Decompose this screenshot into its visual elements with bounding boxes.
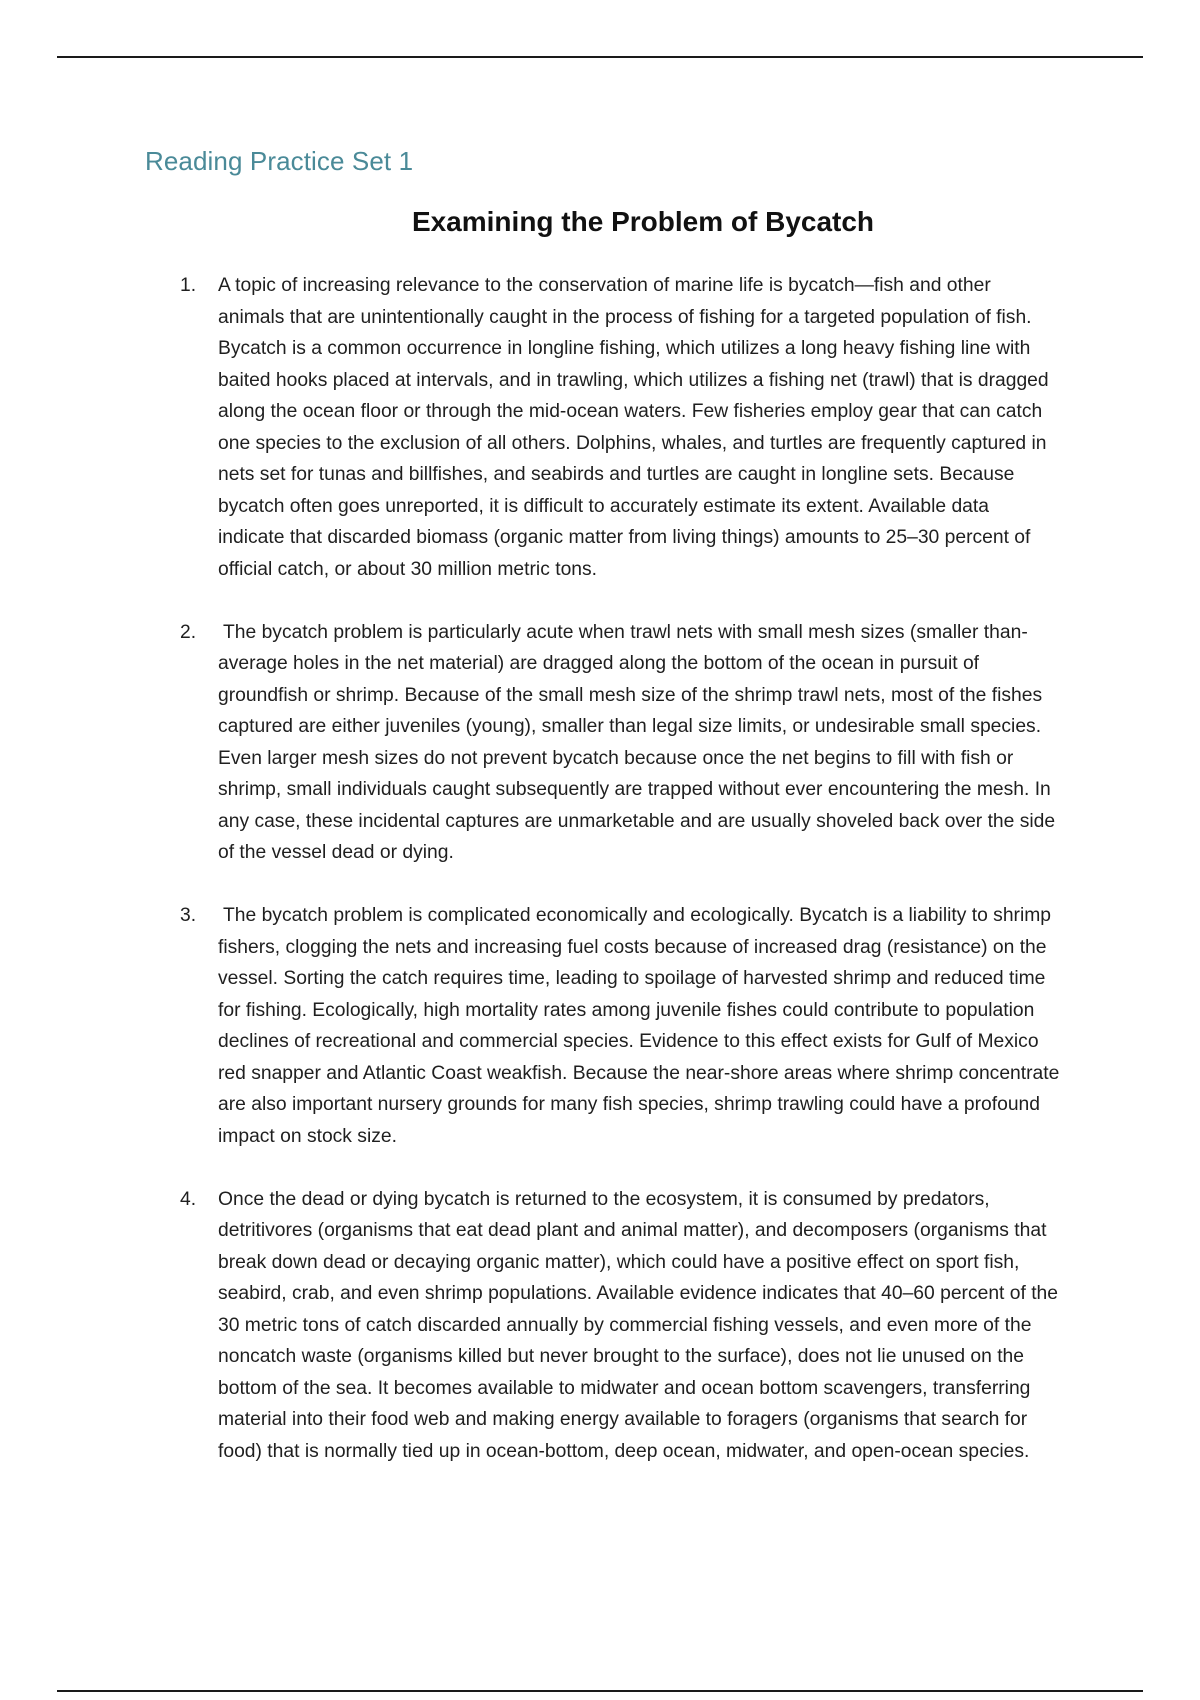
- paragraph-text: Once the dead or dying bycatch is returned to the ecosystem, it is consumed by predators, detritivores (organisms that eat dead plant and animal matter), and decomposers (organisms that break down dead or decaying organic matter), which could have a positive effect on sport fish, seabird, crab, and even shrimp populations. Available evidence indicates that 40–60 percent of the 30 metric tons of catch discarded annually by commercial fishing vessels, and even more of the noncatch waste (organisms killed but never brought to the surface), does not lie unused on the bottom of the sea. It becomes available to midwater and ocean bottom scavengers, transferring material into their food web and making energy available to foragers (organisms that search for food) that is normally tied up in ocean-bottom, deep ocean, midwater, and open-ocean species.: [218, 1188, 1059, 1462]
- paragraph-1: [180, 270, 1060, 585]
- document-title: Examining the Problem of Bycatch: [411, 206, 875, 237]
- footer-rule: [57, 1690, 1143, 1692]
- paragraph-number: 2.: [180, 621, 197, 643]
- header-rule: [57, 56, 1143, 58]
- paragraph-4: [180, 1184, 1060, 1468]
- paragraph-number: 1.: [180, 275, 197, 296]
- paragraph-2: [180, 617, 1060, 869]
- paragraph-number: 3.: [180, 905, 197, 926]
- section-label: Reading Practice Set 1: [145, 146, 414, 176]
- paragraph-text: A topic of increasing relevance to the conservation of marine life is bycatch—fish and other animals that are unintentionally caught in the process of fishing for a targeted population of fish. Bycatch is a common occurrence in longline fishing, which utilizes a long heavy fishing line with baited hooks placed at intervals, and in trawling, which utilizes a fishing net (trawl) that is dragged along the ocean floor or through the mid-ocean waters. Few fisheries employ gear that can catch one species to the exclusion of all others. Dolphins, whales, and turtles are frequently captured in nets set for tunas and billfishes, and seabirds and turtles are caught in longline sets. Because bycatch often goes unreported, it is difficult to accurately estimate its extent. Available data indicate that discarded biomass (organic matter from living things) amounts to 25–30 percent of official catch, or about 30 million metric tons.: [218, 275, 1049, 580]
- paragraph-number: 4.: [180, 1188, 197, 1210]
- paragraph-text: The bycatch problem is complicated economically and ecologically. Bycatch is a liability to shrimp fishers, clogging the nets and increasing fuel costs because of increased drag (resistance) on the vessel. Sorting the catch requires time, leading to spoilage of harvested shrimp and reduced time for fishing. Ecologically, high mortality rates among juvenile fishes could contribute to population declines of recreational and commercial species. Evidence to this effect exists for Gulf of Mexico red snapper and Atlantic Coast weakfish. Because the near-shore areas where shrimp concentrate are also important nursery grounds for many fish species, shrimp trawling could have a profound impact on stock size.: [218, 905, 1060, 1147]
- paragraph-3: [180, 900, 1060, 1152]
- paragraph-text: The bycatch problem is particularly acute when trawl nets with small mesh sizes (smaller than-average holes in the net material) are dragged along the bottom of the ocean in pursuit of groundfish or shrimp. Because of the small mesh size of the shrimp trawl nets, most of the fishes captured are either juveniles (young), smaller than legal size limits, or undesirable small species. Even larger mesh sizes do not prevent bycatch because once the net begins to fill with fish or shrimp, small individuals caught subsequently are trapped without ever encountering the mesh. In any case, these incidental captures are unmarketable and are usually shoveled back over the side of the vessel dead or dying.: [218, 621, 1056, 863]
- paragraph-list: [180, 270, 1060, 1499]
